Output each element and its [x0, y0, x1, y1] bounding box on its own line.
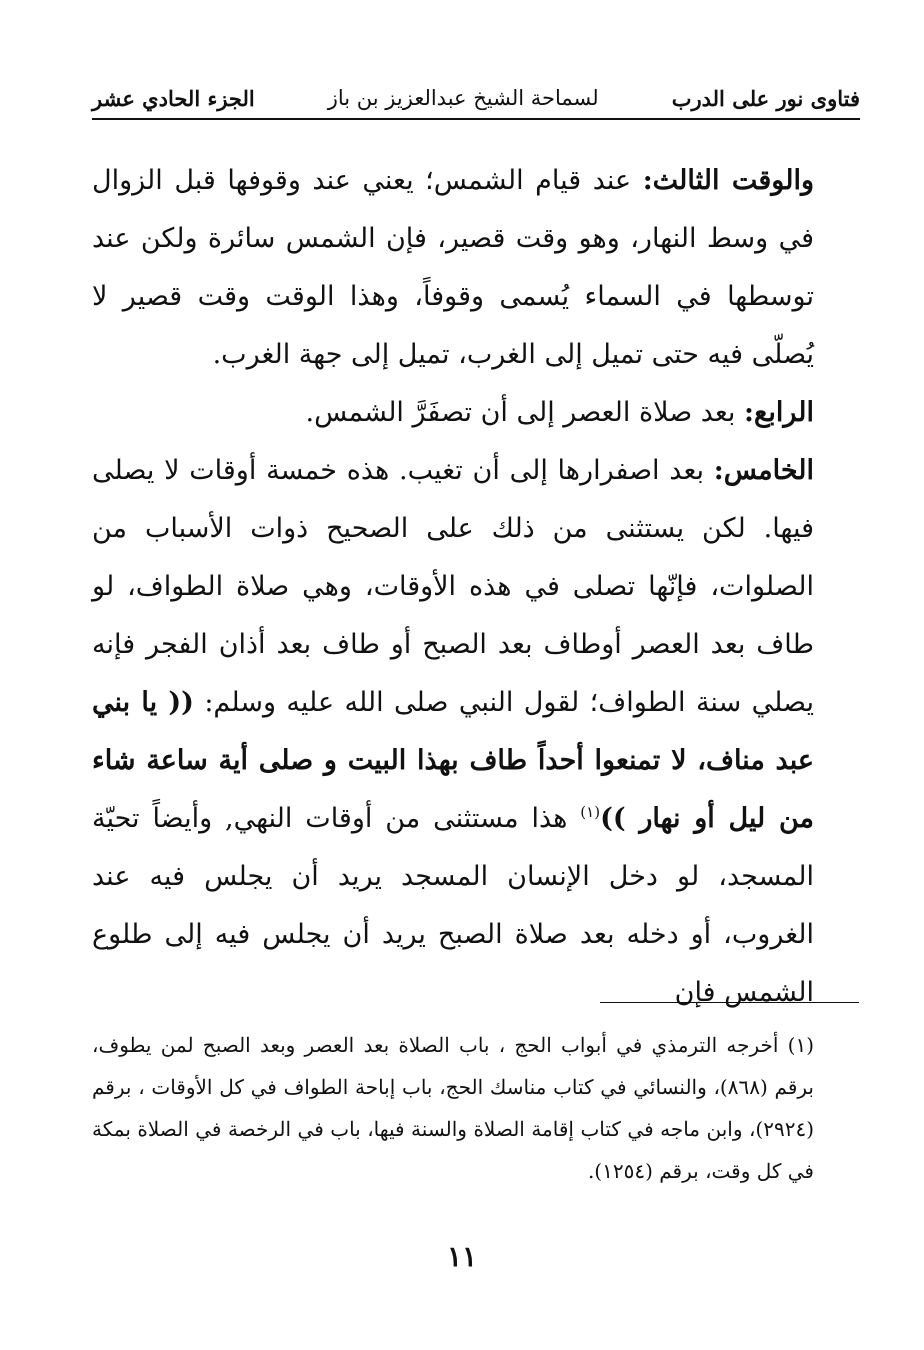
paragraph-lead: الخامس:	[713, 455, 814, 486]
paragraph-fifth-time	[92, 442, 814, 1022]
paragraph-text: هذا مستثنى من أوقات النهي, وأيضاً تحيّة المسجد، لو دخل الإنسان المسجد يريد أن يجلس فيه عند الغروب، أو دخله بعد صلاة الصبح يريد أن يجلس فيه إلى طلوع الشمس فإن	[92, 803, 814, 1008]
paragraph-lead: الرابع:	[744, 397, 814, 428]
page-number: ١١	[446, 1240, 478, 1273]
footnote-number: (١)	[787, 1033, 814, 1057]
footnote	[92, 1024, 814, 1192]
header-volume: الجزء الحادي عشر	[92, 85, 255, 111]
paragraph-fourth-time	[92, 384, 814, 442]
paragraph-third-time	[92, 152, 814, 384]
footnote-rule	[600, 1002, 859, 1003]
footnote-reference[interactable]: (١)	[580, 803, 601, 821]
paragraph-text: بعد اصفرارها إلى أن تغيب. هذه خمسة أوقات لا يصلى فيها. لكن يستثنى من ذلك على الصحيح ذوات الأسباب من الصلوات، فإنّها تصلى في هذه الأوقات، وهي صلاة الطواف، لو طاف بعد العصر أوطاف بعد الصبح أو طاف بعد أذان الفجر فإنه يصلي سنة الطواف؛ لقول النبي صلى الله عليه وسلم:	[92, 455, 814, 718]
paragraph-text: عند قيام الشمس؛ يعني عند وقوفها قبل الزوال في وسط النهار، وهو وقت قصير، فإن الشمس سائرة ولكن عند توسطها في السماء يُسمى وقوفاً، وهذا الوقت وقت قصير لا يُصلّى فيه حتى تميل إلى الغرب، تميل إلى جهة الغرب.	[92, 165, 814, 370]
header-book-title: فتاوى نور على الدرب	[671, 85, 860, 111]
header-rule	[92, 118, 860, 120]
main-text	[92, 152, 814, 1022]
hadith-quote: (( يا بني عبد مناف، لا تمنعوا أحداً طاف بهذا البيت و صلى أية ساعة شاء من ليل أو نهار ))	[92, 687, 814, 834]
paragraph-text: بعد صلاة العصر إلى أن تصفَرَّ الشمس.	[305, 397, 745, 428]
footnote-text: أخرجه الترمذي في أبواب الحج ، باب الصلاة بعد العصر وبعد الصبح لمن يطوف، برقم (٨٦٨)، والنسائي في كتاب مناسك الحج، باب إباحة الطواف في كل الأوقات ، برقم (٢٩٢٤)، وابن ماجه في كتاب إقامة الصلاة والسنة فيها، باب في الرخصة في الصلاة بمكة في كل وقت، برقم (١٢٥٤).	[92, 1033, 814, 1183]
header-author: لسماحة الشيخ عبدالعزيز بن باز	[327, 86, 599, 110]
paragraph-lead: والوقت الثالث:	[642, 165, 815, 196]
running-header	[92, 80, 860, 116]
